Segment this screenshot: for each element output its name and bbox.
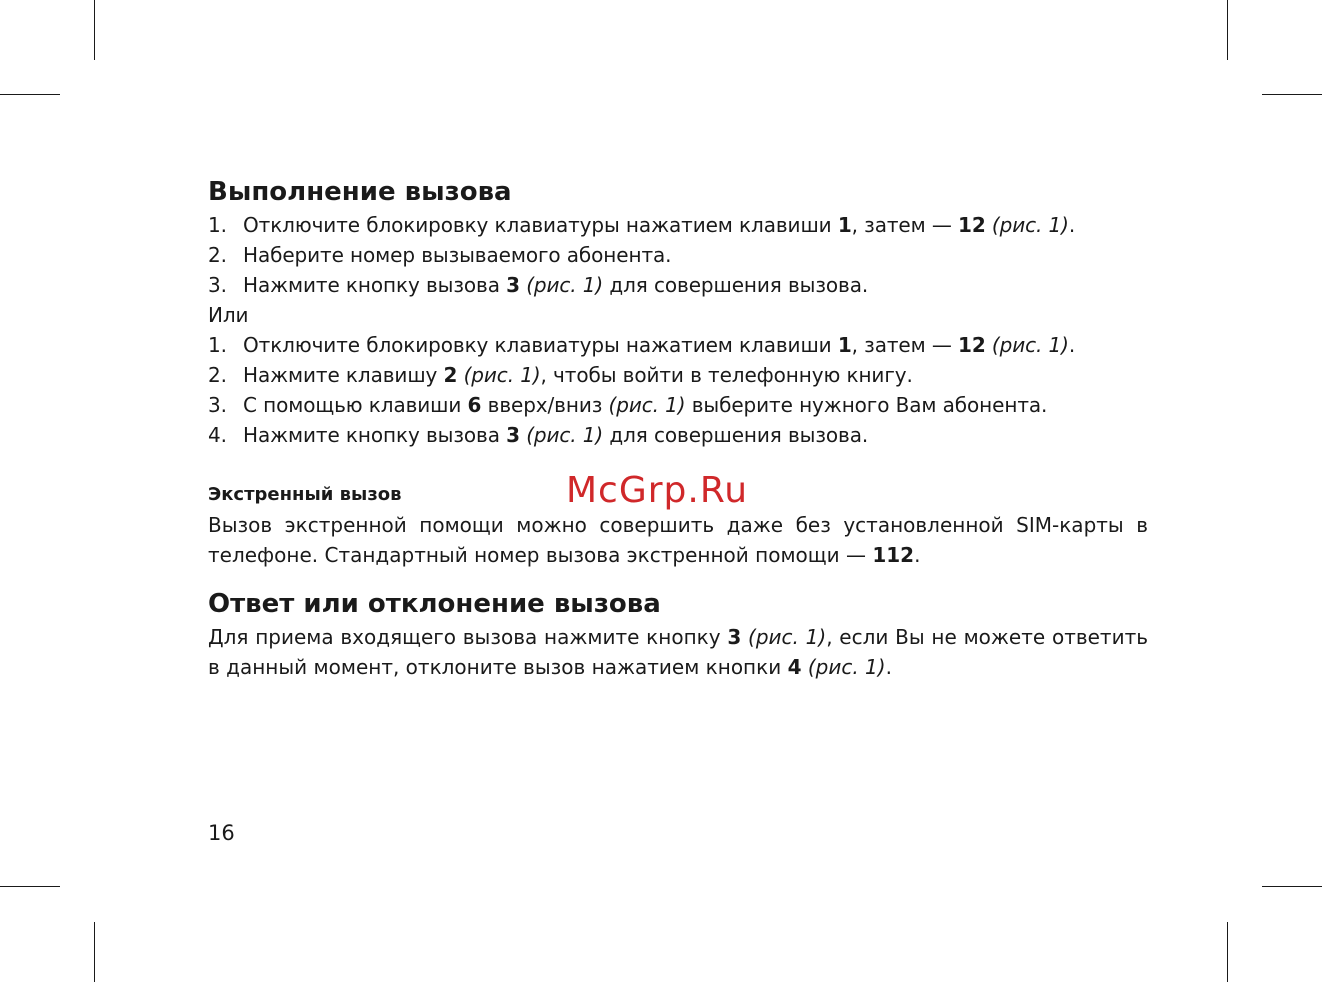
page-content: [208, 174, 1148, 682]
list-item: 2. Наберите номер вызываемого абонента.: [208, 243, 672, 267]
steps-list-a: [208, 210, 1148, 300]
list-item: 2. Нажмите клавишу 2 (рис. 1), чтобы войти в телефонную книгу.: [208, 363, 913, 387]
list-item: 3. Нажмите кнопку вызова 3 (рис. 1) для совершения вызова.: [208, 273, 869, 297]
answer-paragraph: Для приема входящего вызова нажмите кнопку 3 (рис. 1), если Вы не можете ответить в данный момент, отклоните вызов нажатием кнопки 4 (рис. 1).: [208, 625, 1149, 679]
section-title-emergency: Экстренный вызов: [208, 484, 402, 505]
section-title-answer: Ответ или отклонение вызова: [208, 589, 661, 619]
crop-mark: [0, 94, 60, 95]
crop-mark: [0, 886, 60, 887]
list-item: 4. Нажмите кнопку вызова 3 (рис. 1) для совершения вызова.: [208, 423, 869, 447]
list-item: 1. Отключите блокировку клавиатуры нажатием клавиши 1, затем — 12 (рис. 1).: [208, 333, 1076, 357]
crop-mark: [1262, 886, 1322, 887]
section-title-call: Выполнение вызова: [208, 177, 512, 207]
crop-mark: [1262, 94, 1322, 95]
watermark: McGrp.Ru: [566, 470, 749, 511]
crop-mark: [1227, 0, 1228, 60]
steps-list-b: [208, 330, 1148, 450]
crop-mark: [1227, 922, 1228, 982]
or-label: Или: [208, 303, 249, 327]
list-item: 1. Отключите блокировку клавиатуры нажатием клавиши 1, затем — 12 (рис. 1).: [208, 213, 1076, 237]
list-item: 3. С помощью клавиши 6 вверх/вниз (рис. 1) выберите нужного Вам абонента.: [208, 393, 1048, 417]
page-number: 16: [208, 821, 235, 845]
crop-mark: [94, 922, 95, 982]
crop-mark: [94, 0, 95, 60]
emergency-paragraph: Вызов экстренной помощи можно совершить даже без установленной SIM-карты в телефоне. Стандартный номер вызова экстренной помощи — 112.: [208, 513, 1148, 567]
